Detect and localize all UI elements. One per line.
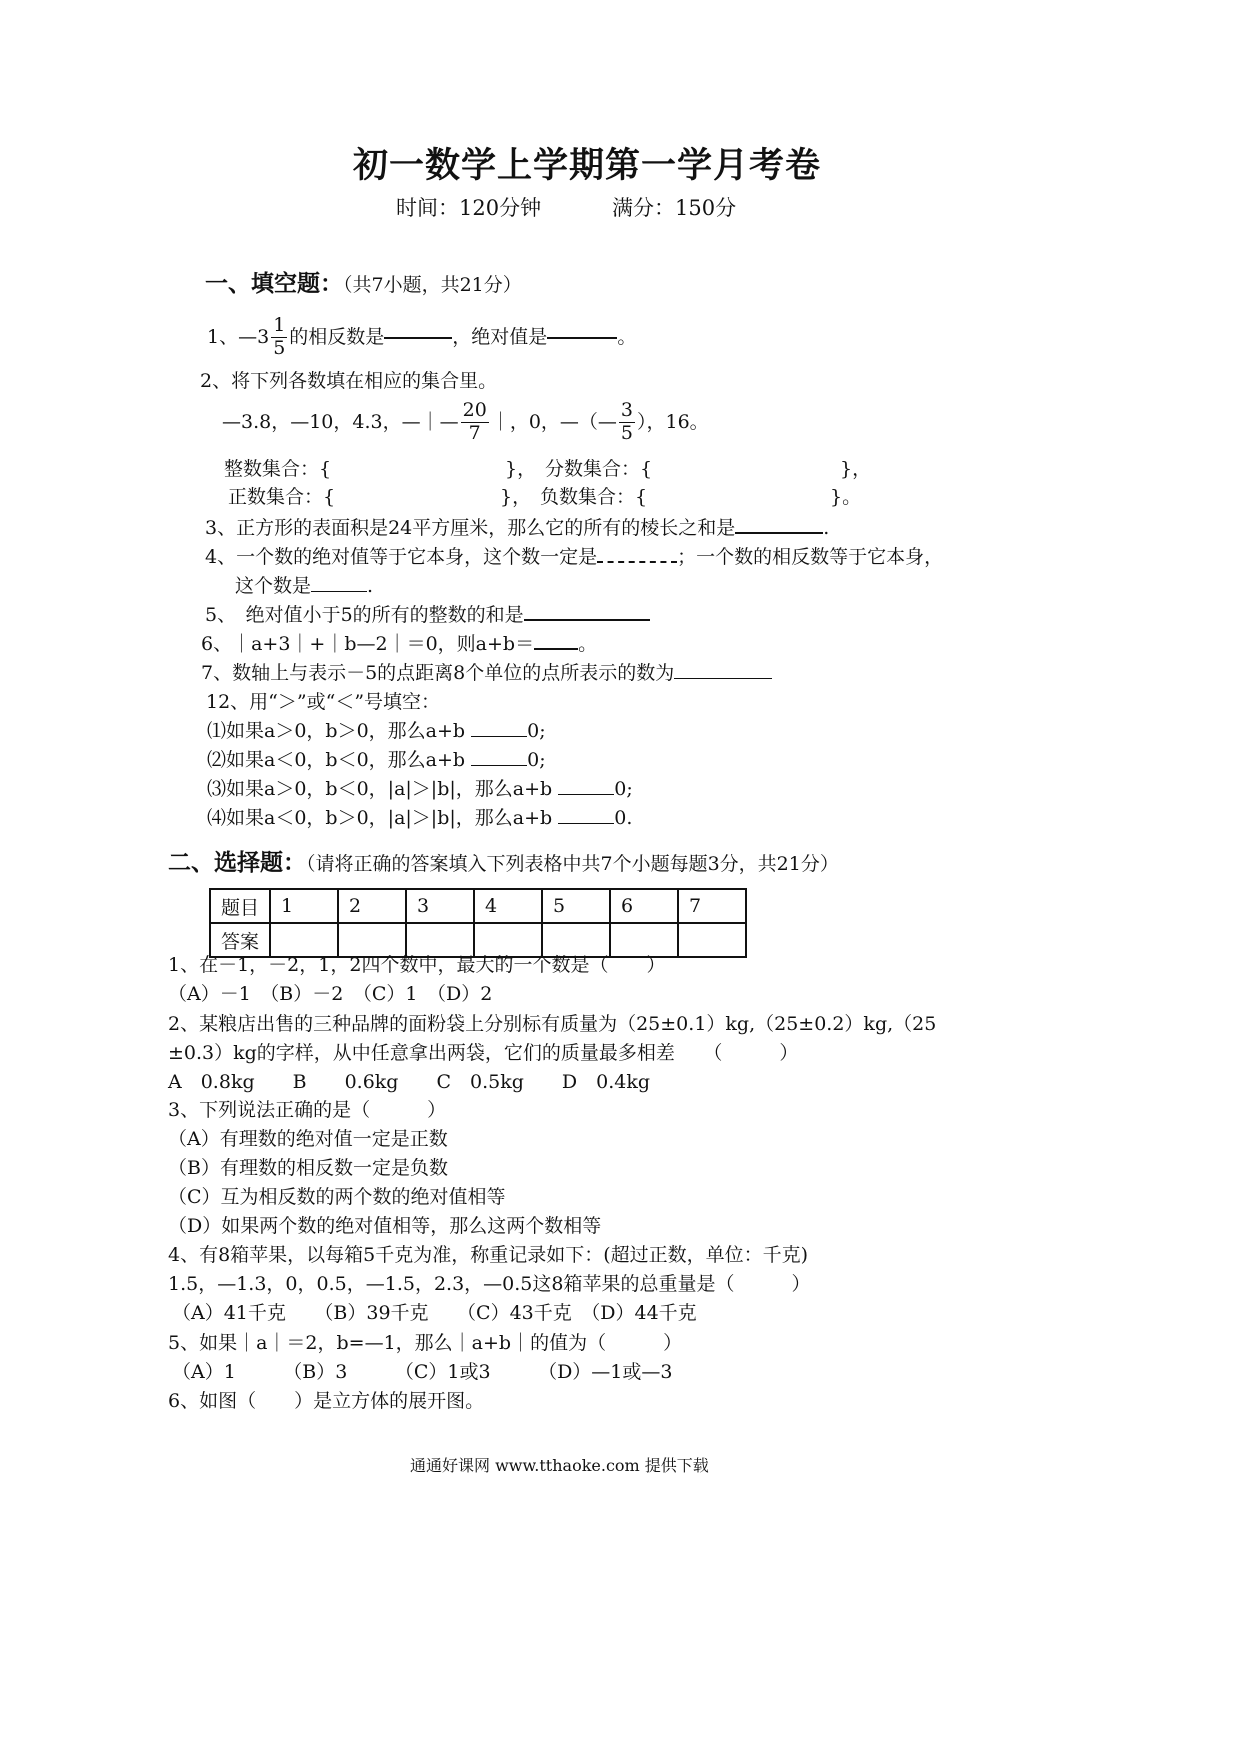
q1-blank-abs[interactable] — [547, 336, 617, 339]
q3-text: 3、正方形的表面积是24平方厘米，那么它的所有的棱长之和是 — [205, 517, 736, 539]
s1-question-5 — [205, 606, 650, 625]
section2-note: （请将正确的答案填入下列表格中共7个小题每题3分，共21分） — [306, 853, 839, 875]
q12-item-2-blank[interactable] — [471, 764, 527, 766]
answer-table-row-answers — [210, 923, 746, 957]
q2-frac2-num: 3 — [620, 399, 633, 421]
table-question-number: 5 — [542, 889, 610, 923]
s1-question-4 — [205, 548, 943, 567]
q2-nums-b: ｜，0，—（— — [490, 410, 617, 433]
q6-end: 。 — [578, 633, 598, 655]
answer-cell[interactable] — [270, 923, 338, 957]
q5-blank[interactable] — [524, 618, 650, 621]
s2-question-6: 6、如图（ ）是立方体的展开图。 — [168, 1390, 485, 1412]
q12-item-4-text: ⑷如果a＜0，b＞0，|a|＞|b|，那么a+b — [207, 807, 553, 829]
table-question-number: 7 — [678, 889, 746, 923]
table-question-number: 1 — [270, 889, 338, 923]
answer-cell[interactable] — [542, 923, 610, 957]
table-head-questions: 题目 — [210, 889, 270, 923]
set-integer-close: }， — [505, 458, 537, 480]
s1-question-1 — [207, 315, 636, 360]
s2-question-4-options: （A）41千克 （B）39千克 （C）43千克 （D）44千克 — [172, 1302, 697, 1324]
q2-fraction-2 — [619, 400, 635, 445]
q1-fraction — [271, 315, 287, 360]
s2-question-5: 5、如果｜a｜＝2，b=—1，那么｜a+b｜的值为（ ） — [168, 1332, 683, 1354]
q12-item-3-blank[interactable] — [558, 793, 614, 795]
s2-question-2-line1: 2、某粮店出售的三种品牌的面粉袋上分别标有质量为（25±0.1）kg,（25±0.2）kg,（25 — [168, 1013, 937, 1035]
s1-question-4-line2 — [235, 577, 373, 596]
s2-question-3: 3、下列说法正确的是（ ） — [168, 1099, 447, 1121]
answer-cell[interactable] — [338, 923, 406, 957]
q12-item-2 — [207, 751, 546, 770]
s1-question-7 — [201, 664, 772, 683]
answer-cell[interactable] — [406, 923, 474, 957]
q2-frac2-den: 5 — [620, 421, 633, 444]
q12-item-4 — [207, 809, 632, 828]
s2-question-4-line2: 1.5，—1.3，0，0.5，—1.5，2.3，—0.5这8箱苹果的总重量是（ ） — [168, 1273, 811, 1295]
q12-item-3-text: ⑶如果a＞0，b＜0，|a|＞|b|，那么a+b — [207, 778, 553, 800]
answer-cell[interactable] — [678, 923, 746, 957]
exam-title: 初一数学上学期第一学月考卷 — [353, 145, 822, 186]
q5-text: 5、 绝对值小于5的所有的整数的和是 — [205, 604, 524, 626]
set-positive-close: }， — [500, 486, 532, 508]
s2-question-2-line2: ±0.3）kg的字样，从中任意拿出两袋，它们的质量最多相差 （ ） — [168, 1042, 799, 1064]
section2-header — [168, 851, 839, 874]
q4-blank-1[interactable] — [597, 560, 677, 563]
s1-question-12: 12、用“＞”或“＜”号填空： — [206, 691, 441, 713]
q1-blank-opposite[interactable] — [384, 336, 452, 339]
answer-cell[interactable] — [474, 923, 542, 957]
q12-item-1-text: ⑴如果a＞0，b＞0，那么a+b — [207, 720, 466, 742]
answer-table-row-questions — [210, 889, 746, 923]
q4-line2: 这个数是 — [235, 575, 312, 597]
time-label: 时间：120分钟 — [396, 196, 542, 220]
table-head-answers: 答案 — [210, 923, 270, 957]
q3-end: . — [823, 517, 830, 539]
q3-blank[interactable] — [735, 531, 823, 534]
table-question-number: 4 — [474, 889, 542, 923]
q12-item-2-text: ⑵如果a＜0，b＜0，那么a+b — [207, 749, 466, 771]
q12-item-3 — [207, 780, 633, 799]
q6-blank[interactable] — [534, 647, 578, 650]
q12-item-1 — [207, 722, 546, 741]
q4-blank-2[interactable] — [311, 590, 367, 592]
q2-number-list — [222, 400, 709, 445]
s1-question-2: 2、将下列各数填在相应的集合里。 — [200, 370, 498, 392]
q1-sep: ，绝对值是 — [452, 325, 548, 348]
s2-question-5-options: （A）1 （B）3 （C）1或3 （D）—1或—3 — [172, 1361, 673, 1383]
s2-question-4-line1: 4、有8箱苹果，以每箱5千克为准，称重记录如下：(超过正数，单位：千克) — [168, 1244, 809, 1266]
q1-end: 。 — [617, 325, 637, 348]
q2-frac1-num: 20 — [462, 399, 487, 421]
section1-note: （共7小题，共21分） — [343, 274, 522, 296]
q1-frac-den: 5 — [273, 336, 286, 359]
q12-item-3-end: 0; — [614, 778, 633, 800]
q4-mid: ；一个数的相反数等于它本身， — [677, 546, 944, 568]
set-negative-open: 负数集合：{ — [540, 486, 648, 508]
s2-question-3-option-d: （D）如果两个数的绝对值相等，那么这两个数相等 — [168, 1215, 602, 1237]
q7-blank[interactable] — [674, 677, 772, 679]
s1-question-6 — [201, 635, 597, 654]
q12-item-1-end: 0; — [527, 720, 546, 742]
q2-nums-a: —3.8，—10，4.3，—｜— — [222, 410, 459, 433]
answer-table — [209, 888, 747, 958]
s2-question-1-options: （A）－1 （B）－2 （C）1 （D）2 — [168, 983, 493, 1005]
set-fraction-close: }， — [840, 458, 872, 480]
section1-heading: 一、填空题： — [205, 270, 343, 297]
q12-item-4-end: 0. — [614, 807, 633, 829]
s2-question-2-options: A 0.8kg B 0.6kg C 0.5kg D 0.4kg — [168, 1071, 651, 1093]
q12-item-4-blank[interactable] — [558, 822, 614, 824]
table-question-number: 3 — [406, 889, 474, 923]
set-fraction-open: 分数集合：{ — [545, 458, 653, 480]
score-label: 满分：150分 — [612, 196, 737, 220]
section2-heading: 二、选择题： — [168, 849, 306, 876]
table-question-number: 2 — [338, 889, 406, 923]
section1-header — [205, 272, 522, 295]
q6-text: 6、｜a+3｜+｜b—2｜＝0，则a+b＝ — [201, 633, 535, 655]
q4-end: . — [367, 575, 374, 597]
set-positive-open: 正数集合：{ — [228, 486, 336, 508]
set-integer-open: 整数集合：{ — [224, 458, 332, 480]
s1-question-3 — [205, 519, 829, 538]
set-negative-close: }。 — [830, 486, 862, 508]
q1-prefix: 1、—3 — [207, 325, 270, 348]
s2-question-3-option-a: （A）有理数的绝对值一定是正数 — [168, 1128, 448, 1150]
s2-question-1: 1、在－1，－2，1，2四个数中，最大的一个数是（ ） — [168, 954, 666, 976]
q12-item-1-blank[interactable] — [471, 735, 527, 737]
q2-frac1-den: 7 — [468, 421, 481, 444]
q4-text: 4、一个数的绝对值等于它本身，这个数一定是 — [205, 546, 598, 568]
table-question-number: 6 — [610, 889, 678, 923]
s2-question-3-option-b: （B）有理数的相反数一定是负数 — [168, 1157, 448, 1179]
s2-question-3-option-c: （C）互为相反数的两个数的绝对值相等 — [168, 1186, 506, 1208]
q7-text: 7、数轴上与表示－5的点距离8个单位的点所表示的数为 — [201, 662, 675, 684]
footer-credit: 通通好课网 www.tthaoke.com 提供下载 — [410, 1456, 709, 1475]
q1-frac-num: 1 — [273, 314, 286, 336]
q2-nums-c: ），16。 — [637, 410, 709, 433]
q12-item-2-end: 0; — [527, 749, 546, 771]
q1-mid: 的相反数是 — [289, 325, 385, 348]
answer-cell[interactable] — [610, 923, 678, 957]
q2-fraction-1 — [461, 400, 489, 445]
